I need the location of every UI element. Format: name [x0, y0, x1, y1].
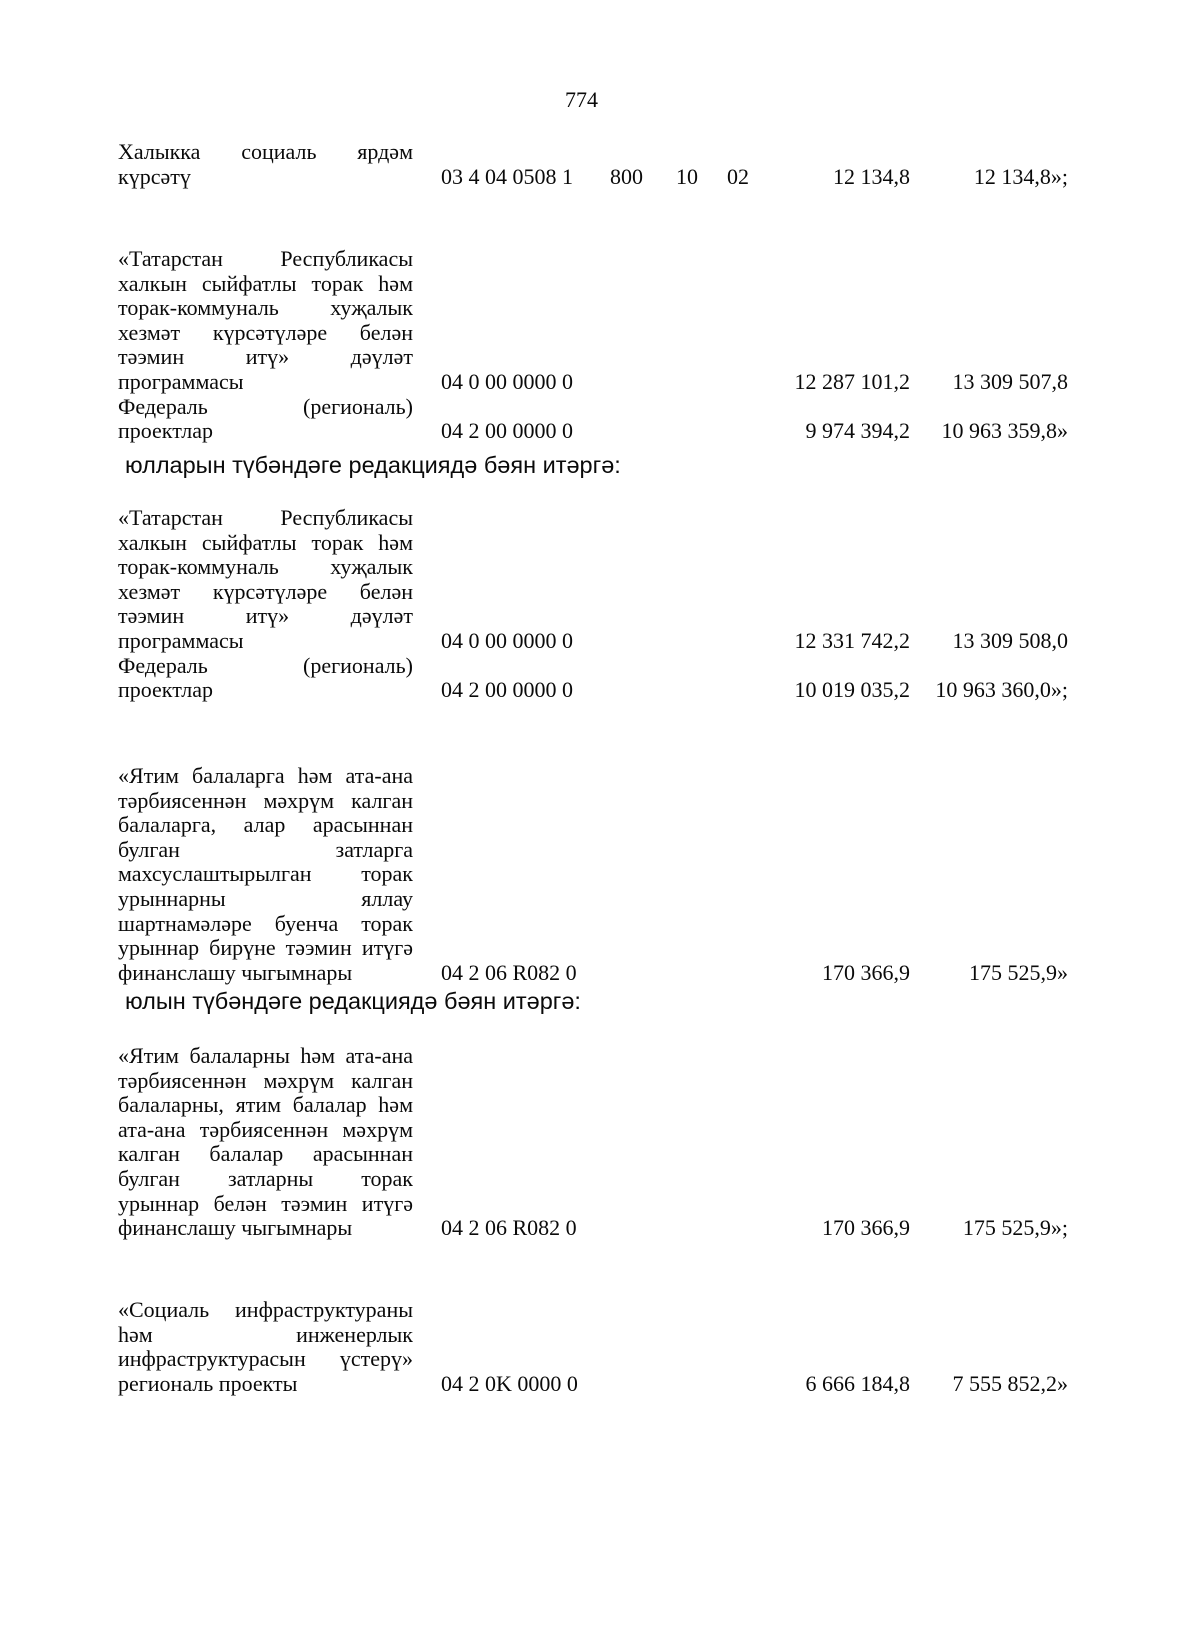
label-line: шартнамәләре буенча торак: [118, 910, 413, 936]
label-line: халкын сыйфатлы торак һәм: [118, 529, 413, 555]
classification-code: 04 2 00 0000 0: [441, 418, 573, 444]
label-line: булган затларны торак: [118, 1165, 413, 1191]
label-line: торак-коммуналь хуҗалык: [118, 554, 413, 580]
label-line: «Татарстан Республикасы: [118, 246, 413, 271]
classification-code: 04 2 0K 0000 0: [441, 1370, 578, 1396]
budget-row: [0, 247, 1200, 395]
classification-code: 04 0 00 0000 0: [441, 368, 573, 394]
page-number: 774: [565, 87, 598, 112]
budget-entry: [0, 247, 1200, 444]
amount-first: 12 331 742,2: [794, 627, 910, 653]
label-line: хезмәт күрсәтүләре белән: [118, 578, 413, 604]
amount-second: 10 963 359,8»: [941, 418, 1068, 444]
budget-entry: [0, 1044, 1200, 1241]
amendment-instruction: юлларын түбәндәге редакциядә бәян итәргә:: [125, 452, 621, 478]
label-line: Федераль (региональ): [118, 652, 413, 678]
label-line: урыннар белән тәэмин итүгә: [118, 1190, 413, 1216]
label-line: хезмәт күрсәтүләре белән: [118, 319, 413, 345]
amount-second: 13 309 507,8: [952, 368, 1068, 394]
amount-first: 6 666 184,8: [805, 1370, 910, 1396]
label-line: һәм инженерлык: [118, 1321, 413, 1347]
label-line: программасы: [118, 627, 244, 653]
label-line: «Ятим балаларны һәм ата-ана: [118, 1043, 413, 1068]
label-line: урыннарны яллау: [118, 885, 413, 911]
label-line: балаларны, ятим балалар һәм: [118, 1092, 413, 1118]
label-line: махсуслаштырылган торак: [118, 861, 413, 887]
section-code: 10: [676, 163, 698, 189]
amount-second: 175 525,9»: [969, 959, 1068, 985]
budget-entry: [0, 506, 1200, 703]
amount-second: 13 309 508,0: [952, 627, 1068, 653]
budget-row: [0, 764, 1200, 985]
label-line: инфраструктурасын үстерү»: [118, 1346, 413, 1372]
amount-first: 12 287 101,2: [794, 368, 910, 394]
row-label: [118, 395, 413, 444]
row-label: [118, 506, 413, 654]
row-label: [118, 654, 413, 703]
row-label: [118, 247, 413, 395]
label-line: региональ проекты: [118, 1370, 298, 1396]
label-line: тәэмин итү» дәүләт: [118, 344, 413, 370]
label-line: калган балалар арасыннан: [118, 1141, 413, 1167]
label-line: «Ятим балаларга һәм ата-ана: [118, 763, 413, 788]
label-line: проектлар: [118, 677, 214, 703]
amount-second: 175 525,9»;: [962, 1215, 1068, 1241]
expense-type-code: 800: [610, 163, 643, 189]
budget-row: [0, 1044, 1200, 1241]
budget-entry: [0, 1298, 1200, 1396]
classification-code: 04 2 06 R082 0: [441, 959, 577, 985]
label-line: финанслашу чыгымнары: [118, 959, 353, 985]
amount-first: 10 019 035,2: [794, 677, 910, 703]
label-line: күрсәтү: [118, 163, 191, 189]
label-line: проектлар: [118, 418, 214, 444]
label-line: булган затларга: [118, 836, 413, 862]
row-label: [118, 1044, 413, 1241]
label-line: балаларга, алар арасыннан: [118, 812, 413, 838]
classification-code: 04 2 06 R082 0: [441, 1215, 577, 1241]
label-line: тәрбиясеннән мәхрүм калган: [118, 1067, 413, 1093]
amount-second: 7 555 852,2»: [952, 1370, 1068, 1396]
label-line: тәрбиясеннән мәхрүм калган: [118, 787, 413, 813]
label-line: Халыкка социаль ярдәм: [118, 139, 413, 164]
subsection-code: 02: [727, 163, 749, 189]
budget-row: [0, 1298, 1200, 1396]
budget-entry: [0, 764, 1200, 985]
amount-first: 170 366,9: [822, 1215, 910, 1241]
amount-second: 10 963 360,0»;: [935, 677, 1068, 703]
amount-first: 170 366,9: [822, 959, 910, 985]
label-line: Федераль (региональ): [118, 393, 413, 419]
label-line: «Татарстан Республикасы: [118, 505, 413, 530]
amount-second: 12 134,8»;: [973, 163, 1068, 189]
label-line: халкын сыйфатлы торак һәм: [118, 270, 413, 296]
label-line: тәэмин итү» дәүләт: [118, 603, 413, 629]
budget-row: [0, 654, 1200, 703]
budget-row: [0, 140, 1200, 189]
amount-first: 9 974 394,2: [805, 418, 910, 444]
label-line: урыннар бирүне тәэмин итүгә: [118, 935, 413, 961]
classification-code: 04 2 00 0000 0: [441, 677, 573, 703]
budget-row: [0, 506, 1200, 654]
classification-code: 03 4 04 0508 1: [441, 163, 573, 189]
amendment-instruction: юлын түбәндәге редакциядә бәян итәргә:: [125, 988, 581, 1014]
label-line: ата-ана тәрбиясеннән мәхрүм: [118, 1116, 413, 1142]
label-line: торак-коммуналь хуҗалык: [118, 295, 413, 321]
label-line: программасы: [118, 368, 244, 394]
classification-code: 04 0 00 0000 0: [441, 627, 573, 653]
row-label: [118, 1298, 413, 1396]
label-line: финанслашу чыгымнары: [118, 1215, 353, 1241]
budget-entry: [0, 140, 1200, 189]
budget-row: [0, 395, 1200, 444]
amount-first: 12 134,8: [833, 163, 910, 189]
row-label: [118, 764, 413, 985]
row-label: [118, 140, 413, 189]
label-line: «Социаль инфраструктураны: [118, 1297, 413, 1322]
